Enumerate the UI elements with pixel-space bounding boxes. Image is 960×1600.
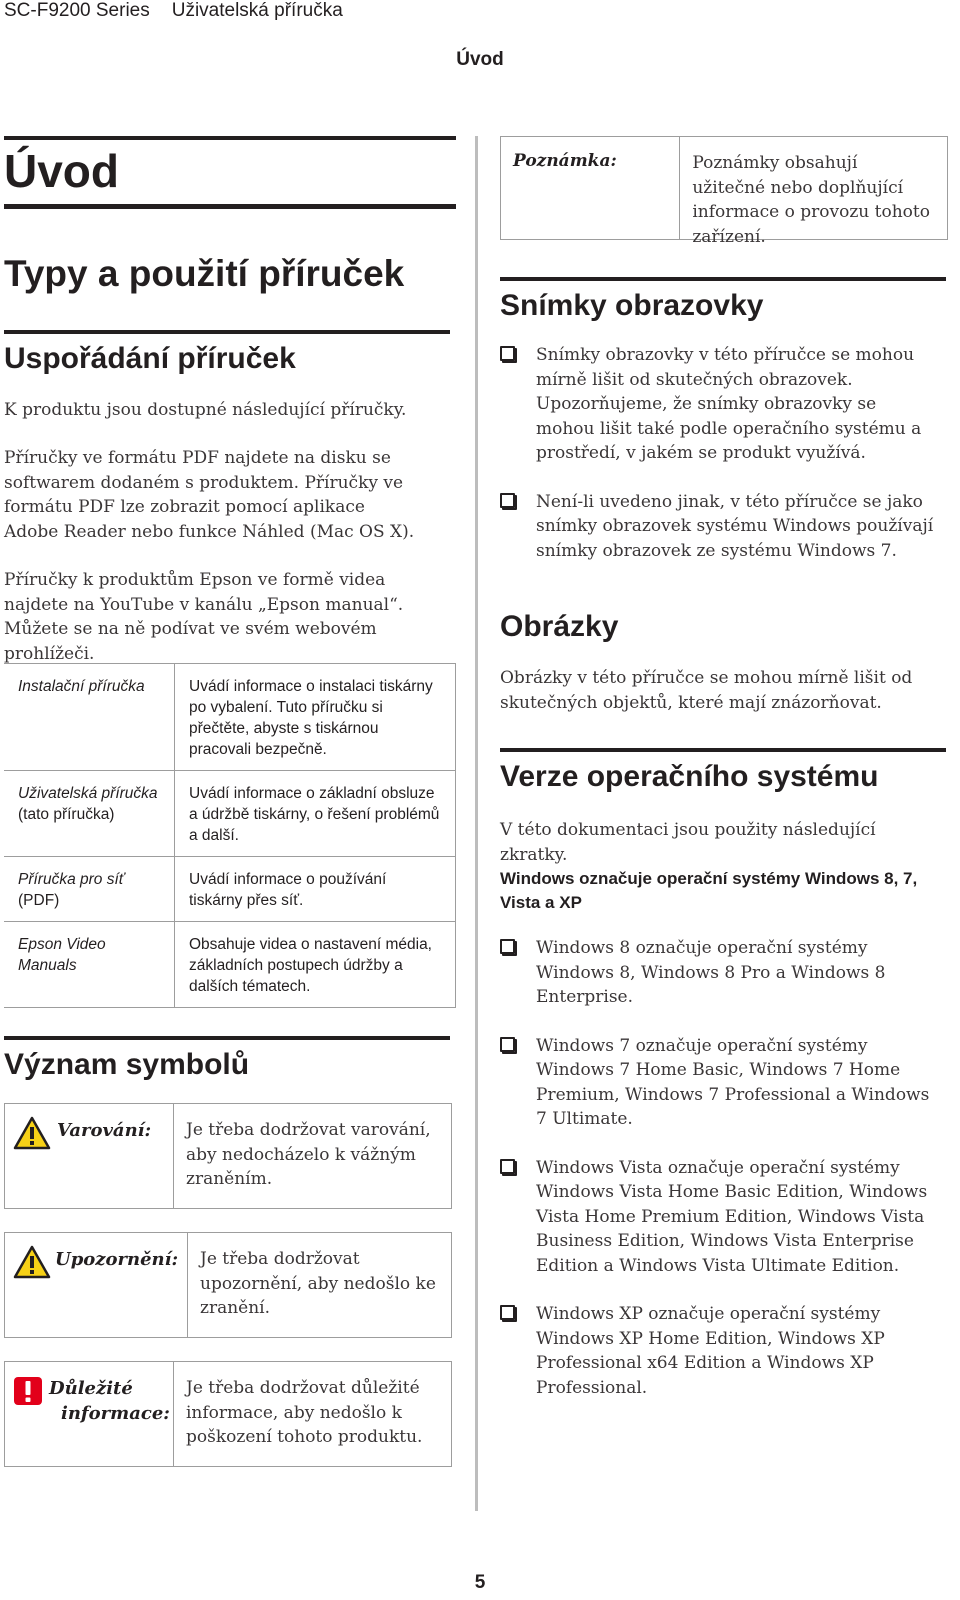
paragraph: Obrázky v této příručce se mohou mírně lišit od skutečných objektů, které mají znázorňovat. <box>500 668 913 713</box>
checkbox-bullet-icon <box>500 1037 515 1052</box>
checkbox-bullet-icon <box>500 939 515 954</box>
note-box <box>500 136 948 247</box>
table-row <box>4 857 456 922</box>
list-item: Windows 8 označuje operační systémy Windows 8, Windows 8 Pro a Windows 8 Enterprise. <box>500 936 940 1010</box>
list-item: Snímky obrazovky v této příručce se mohou mírně lišit od skutečných obrazovek. Upozorňujeme, že snímky obrazovky se mohou lišit také podle operačního systému a prostředí, v jakém se produkt využívá. <box>500 343 940 466</box>
warning-label: Varování: <box>57 1120 152 1141</box>
manual-name: Uživatelská příručka (tato příručka) <box>4 771 175 857</box>
warning-box <box>4 1103 452 1209</box>
table-row <box>4 771 456 857</box>
important-label: Důležité informace: <box>49 1378 170 1424</box>
important-box <box>4 1361 452 1467</box>
list-item: Windows XP označuje operační systémy Windows XP Home Edition, Windows XP Professional x64 Edition a Windows XP Professional. <box>500 1302 940 1400</box>
chapter-title: Úvod <box>4 136 456 209</box>
manual-description: Obsahuje videa o nastavení média, základních postupech údržby a dalších tématech. <box>175 922 456 1008</box>
manual-description: Uvádí informace o používání tiskárny přes síť. <box>175 857 456 922</box>
list-item: Není-li uvedeno jinak, v této příručce se jako snímky obrazovek systému Windows používají snímky obrazovek ze systému Windows 7. <box>500 490 940 564</box>
warning-text: Je třeba dodržovat varování, aby nedocházelo k vážným zraněním. <box>186 1120 431 1189</box>
subsection-title-symbols: Význam symbolů <box>4 1036 450 1084</box>
checkbox-bullet-icon <box>500 346 515 361</box>
important-text: Je třeba dodržovat důležité informace, aby nedošlo k poškození tohoto produktu. <box>186 1378 423 1447</box>
subsection-title-os: Verze operačního systému <box>500 748 946 796</box>
left-column <box>4 136 456 1447</box>
manual-description: Uvádí informace o základní obsluze a údržbě tiskárny, o řešení problémů a další. <box>175 771 456 857</box>
page-number: 5 <box>474 1572 486 1593</box>
running-header <box>4 0 343 22</box>
caution-box <box>4 1232 452 1338</box>
header-section: Úvod <box>456 49 504 70</box>
table-row <box>4 664 456 771</box>
list-item: Windows 7 označuje operační systémy Windows 7 Home Basic, Windows 7 Home Premium, Windows 7 Professional a Windows 7 Ultimate. <box>500 1034 940 1132</box>
caution-text: Je třeba dodržovat upozornění, aby nedošlo ke zranění. <box>200 1249 436 1318</box>
manual-name: Instalační příručka <box>4 664 175 771</box>
screenshots-list <box>500 343 940 563</box>
paragraph: Příručky ve formátu PDF najdete na disku se softwarem dodaném s produktem. Příručky ve formátu PDF lze zobrazit pomocí aplikace Adobe Reader nebo funkce Náhled (Mac OS X). <box>4 448 415 542</box>
os-list <box>500 936 940 1400</box>
note-text: Poznámky obsahují užitečné nebo doplňující informace o provozu tohoto zařízení. <box>692 153 930 247</box>
header-product: SC-F9200 Series <box>4 0 150 21</box>
header-manual: Uživatelská příručka <box>171 0 343 21</box>
checkbox-bullet-icon <box>500 1159 515 1174</box>
subsection-title-manuals: Uspořádání příruček <box>4 330 450 378</box>
checkbox-bullet-icon <box>500 493 515 508</box>
paragraph: V této dokumentaci jsou použity následující zkratky. <box>500 820 876 865</box>
note-label: Poznámka: <box>501 137 680 239</box>
list-item: Windows Vista označuje operační systémy Windows Vista Home Basic Edition, Windows Vista Home Premium Edition, Windows Vista Business Edition, Windows Vista Enterprise Edition a Windows Vista Ultimate Edition. <box>500 1156 940 1279</box>
table-row <box>4 922 456 1008</box>
column-divider <box>475 136 478 1511</box>
manual-name: Epson Video Manuals <box>4 922 175 1008</box>
paragraph: K produktu jsou dostupné následující příručky. <box>4 400 407 420</box>
os-windows-heading: Windows označuje operační systémy Windows 8, 7, Vista a XP <box>500 869 918 912</box>
section-title: Typy a použití příruček <box>4 253 405 294</box>
subsection-title-screenshots: Snímky obrazovky <box>500 277 946 325</box>
caution-label: Upozornění: <box>55 1249 179 1270</box>
manuals-table <box>4 663 456 1008</box>
manual-name: Příručka pro síť (PDF) <box>4 857 175 922</box>
important-exclamation-icon <box>13 1376 43 1413</box>
manual-description: Uvádí informace o instalaci tiskárny po vybalení. Tuto příručku si přečtěte, abyste s tiskárnou pracovali bezpečně. <box>175 664 456 771</box>
paragraph: Příručky k produktům Epson ve formě videa najdete na YouTube v kanálu „Epson manual“. Můžete se na ně podívat ve svém webovém prohlížeči. <box>4 570 404 664</box>
caution-triangle-icon <box>13 1245 51 1286</box>
subsection-title-images: Obrázky <box>500 610 619 643</box>
warning-triangle-icon <box>13 1116 51 1157</box>
checkbox-bullet-icon <box>500 1305 515 1320</box>
